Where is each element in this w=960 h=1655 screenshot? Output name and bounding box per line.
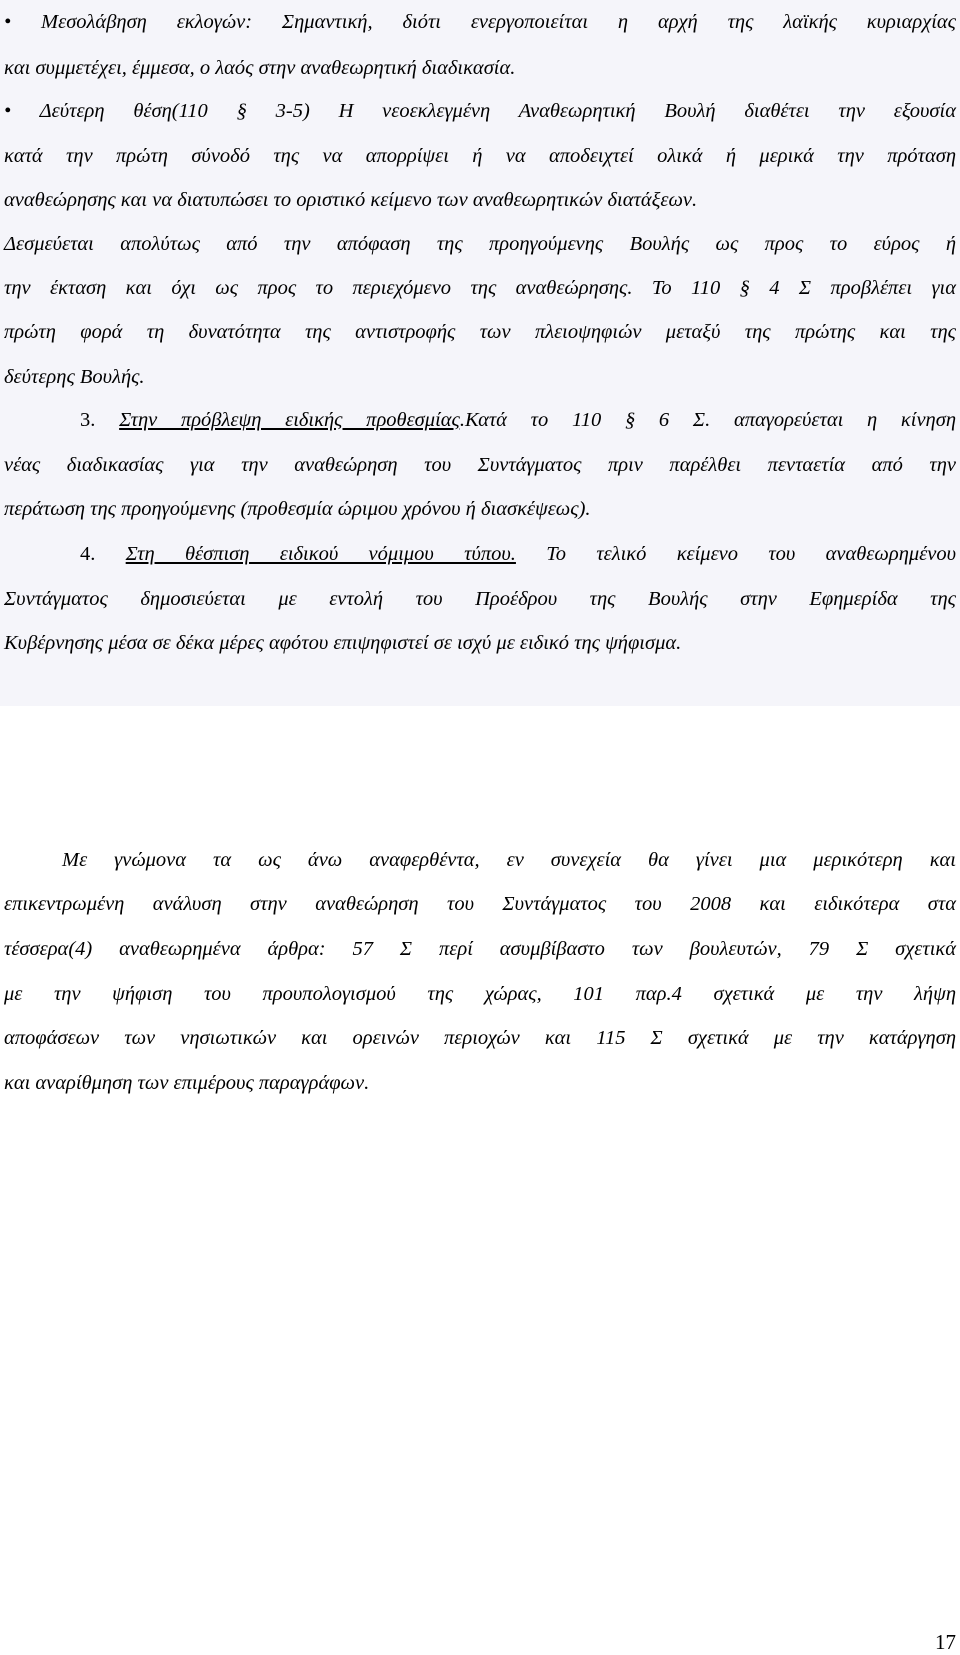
text-line: νέας διαδικασίας για την αναθεώρηση του Συντάγματος πριν παρέλθει πενταετία από την: [4, 454, 956, 476]
paragraph-first-line: Με γνώμονα τα ως άνω αναφερθέντα, εν συνεχεία θα γίνει μια μερικότερη και: [62, 849, 956, 871]
text-line: • Δεύτερη θέση(110 § 3-5) Η νεοεκλεγμένη Αναθεωρητική Βουλή διαθέτει την εξουσία: [4, 100, 956, 122]
item-text: .Κατά το 110 § 6 Σ. απαγορεύεται η κίνηση: [459, 409, 957, 431]
text-line: Συντάγματος δημοσιεύεται με εντολή του Προέδρου της Βουλής στην Εφημερίδα της: [4, 588, 956, 610]
text-line: περάτωση της προηγούμενης (προθεσμία ώριμου χρόνου ή διασκέψεως).: [4, 498, 591, 520]
text-line: επικεντρωμένη ανάλυση στην αναθεώρηση του Συντάγματος του 2008 και ειδικότερα στα: [4, 893, 956, 915]
item-number: 4.: [80, 543, 126, 565]
text-line: και αναρίθμηση των επιμέρους παραγράφων.: [4, 1072, 370, 1094]
text-line: δεύτερης Βουλής.: [4, 366, 145, 388]
text-line: κατά την πρώτη σύνοδό της να απορρίψει ή να αποδειχτεί ολικά ή μερικά την πρόταση: [4, 145, 956, 167]
numbered-item-4: [80, 542, 956, 566]
text-line: με την ψήφιση του προυπολογισμού της χώρας, 101 παρ.4 σχετικά με την λήψη: [4, 983, 956, 1005]
item-title: Στη θέσπιση ειδικού νόμιμου τύπου.: [125, 543, 516, 565]
item-title: Στην πρόβλεψη ειδικής προθεσμίας: [119, 409, 460, 431]
item-text: Το τελικό κείμενο του αναθεωρημένου: [515, 543, 956, 565]
text-line: αναθεώρησης και να διατυπώσει το οριστικό κείμενο των αναθεωρητικών διατάξεων.: [4, 189, 698, 211]
text-line: τέσσερα(4) αναθεωρημένα άρθρα: 57 Σ περί ασυμβίβαστο των βουλευτών, 79 Σ σχετικά: [4, 938, 956, 960]
text-line: και συμμετέχει, έμμεσα, ο λαός στην αναθεωρητική διαδικασία.: [4, 57, 516, 79]
text-line: Κυβέρνησης μέσα σε δέκα μέρες αφότου επιψηφιστεί σε ισχύ με ειδικό της ψήφισμα.: [4, 632, 682, 654]
text-line: αποφάσεων των νησιωτικών και ορεινών περιοχών και 115 Σ σχετικά με την κατάργηση: [4, 1027, 956, 1049]
text-line: την έκταση και όχι ως προς το περιεχόμενο της αναθεώρησης. Το 110 § 4 Σ προβλέπει για: [4, 277, 956, 299]
text-line: • Μεσολάβηση εκλογών: Σημαντική, διότι ενεργοποιείται η αρχή της λαϊκής κυριαρχίας: [4, 11, 956, 33]
text-line: Δεσμεύεται απολύτως από την απόφαση της προηγούμενης Βουλής ως προς το εύρος ή: [4, 233, 956, 255]
text-line: πρώτη φορά τη δυνατότητα της αντιστροφής των πλειοψηφιών μεταξύ της πρώτης και της: [4, 321, 956, 343]
page-number: 17: [935, 1630, 956, 1654]
numbered-item-3: [80, 408, 956, 432]
item-number: 3.: [80, 409, 120, 431]
